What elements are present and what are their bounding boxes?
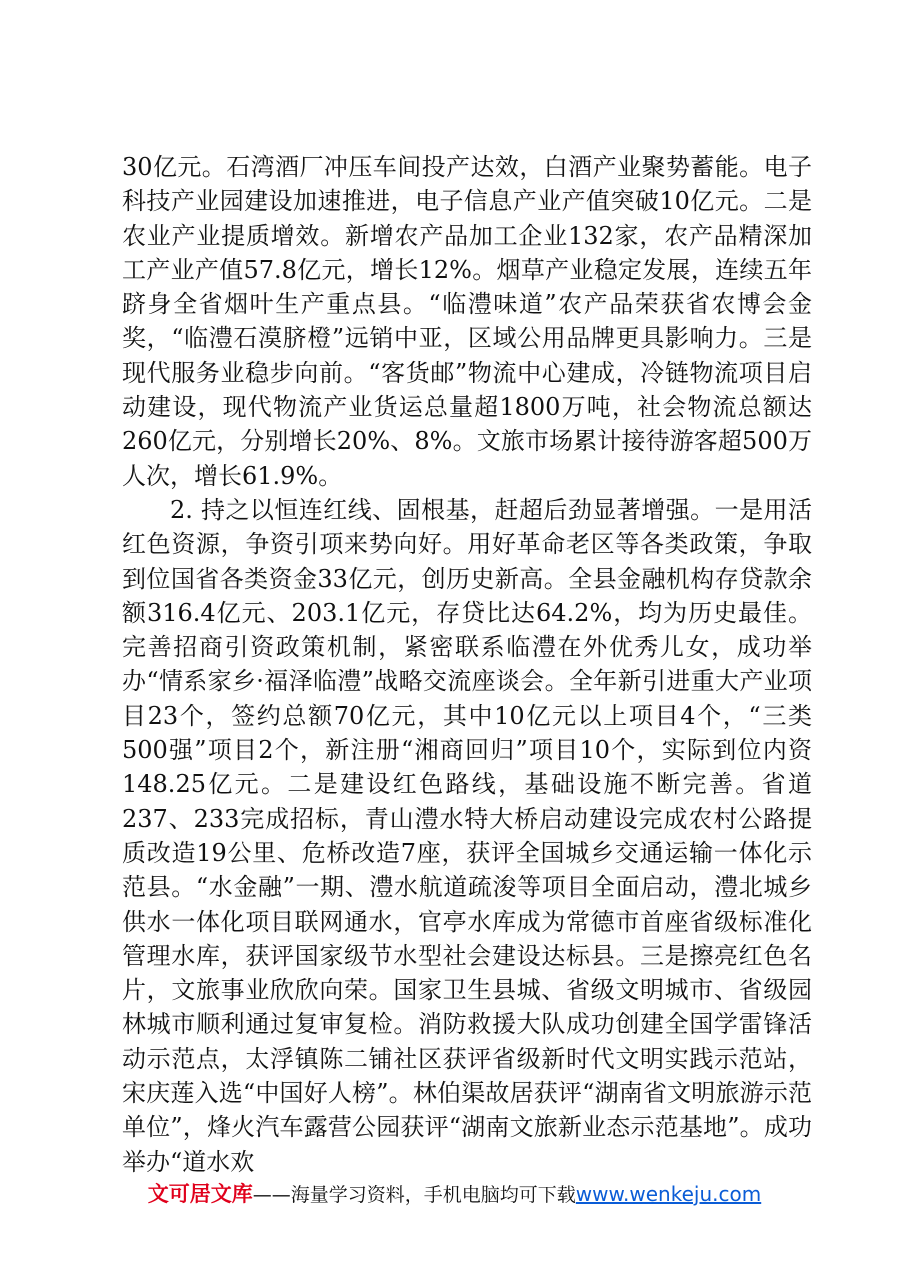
document-body: [122, 150, 812, 1179]
paragraph-2: 2. 持之以恒连红线、固根基，赶超后劲显著增强。一是用活红色资源，争资引项来势向好。用好革命老区等各类政策，争取到位国省各类资金33亿元，创历史新高。全县金融机构存贷款余额316.4亿元、203.1亿元，存贷比达64.2%，均为历史最佳。完善招商引资政策机制，紧密联系临澧在外优秀儿女，成功举办“情系家乡·福泽临澧”战略交流座谈会。全年新引进重大产业项目23个，签约总额70亿元，其中10亿元以上项目4个，“三类500强”项目2个，新注册“湘商回归”项目10个，实际到位内资148.25亿元。二是建设红色路线，基础设施不断完善。省道237、233完成招标，青山澧水特大桥启动建设完成农村公路提质改造19公里、危桥改造7座，获评全国城乡交通运输一体化示范县。“水金融”一期、澧水航道疏浚等项目全面启动，澧北城乡供水一体化项目联网通水，官亭水库成为常德市首座省级标准化管理水库，获评国家级节水型社会建设达标县。三是擦亮红色名片，文旅事业欣欣向荣。国家卫生县城、省级文明城市、省级园林城市顺利通过复审复检。消防救援大队成功创建全国学雷锋活动示范点，太浮镇陈二铺社区获评省级新时代文明实践示范站，宋庆莲入选“中国好人榜”。林伯渠故居获评“湖南省文明旅游示范单位”，烽火汽车露营公园获评“湖南文旅新业态示范基地”。成功举办“道水欢: [122, 495, 812, 1176]
page-footer: [0, 1181, 909, 1208]
footer-brand: 文可居文库: [147, 1182, 253, 1206]
footer-link[interactable]: www.wenkeju.com: [575, 1182, 762, 1206]
paragraph-1: 30亿元。石湾酒厂冲压车间投产达效，白酒产业聚势蓄能。电子科技产业园建设加速推进，电子信息产业产值突破10亿元。二是农业产业提质增效。新增农产品加工企业132家，农产品精深加工产业产值57.8亿元，增长12%。烟草产业稳定发展，连续五年跻身全省烟叶生产重点县。“临澧味道”农产品荣获省农博会金奖，“临澧石漠脐橙”远销中亚，区域公用品牌更具影响力。三是现代服务业稳步向前。“客货邮”物流中心建成，冷链物流项目启动建设，现代物流产业货运总量超1800万吨，社会物流总额达260亿元，分别增长20%、8%。文旅市场累计接待游客超500万人次，增长61.9%。: [122, 153, 812, 490]
footer-tagline: ——海量学习资料，手机电脑均可下载: [252, 1184, 576, 1206]
